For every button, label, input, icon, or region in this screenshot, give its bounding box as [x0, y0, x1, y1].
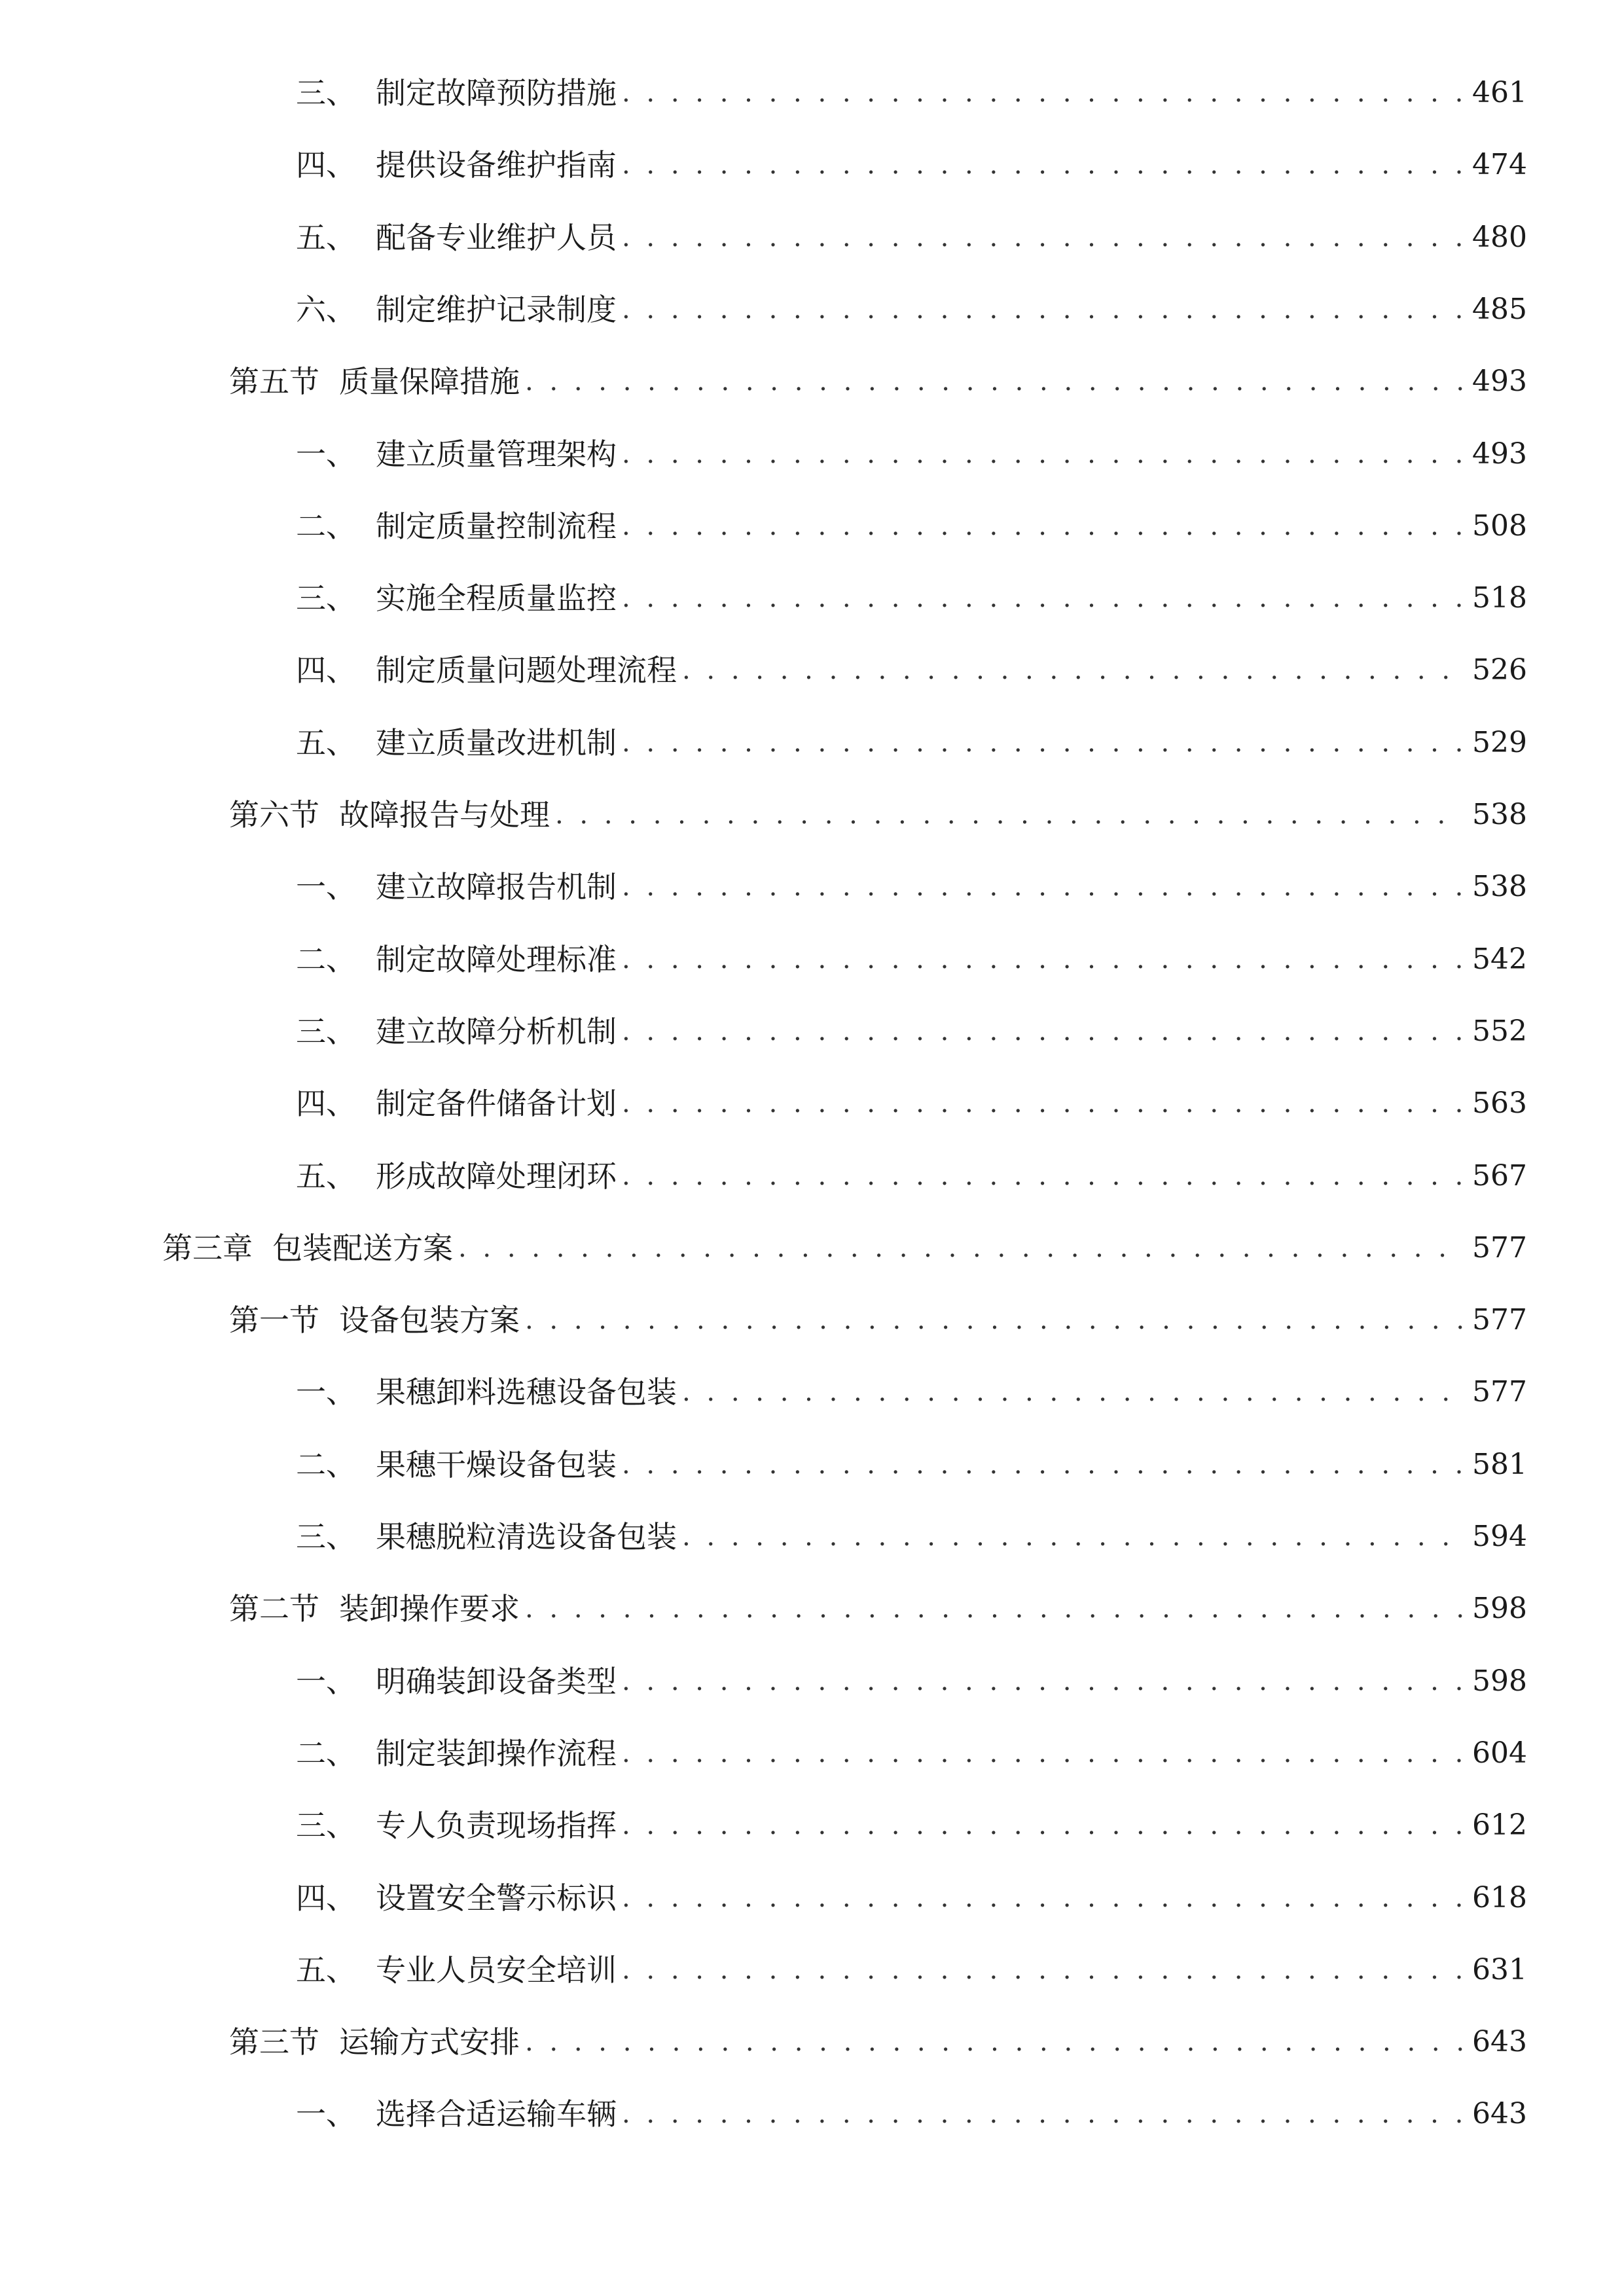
toc-entry-page-number: 577: [1472, 1375, 1527, 1408]
toc-entry-page-number: 485: [1472, 293, 1527, 326]
toc-entry-number: 三、: [296, 1519, 356, 1554]
toc-entry[interactable]: [296, 2088, 1527, 2140]
toc-entry-title: 运输方式安排: [339, 2024, 520, 2060]
toc-entry-number: 第三节: [229, 2024, 319, 2060]
toc-entry[interactable]: [229, 355, 1527, 408]
dot-leader: [458, 1222, 1463, 1274]
toc-entry-title: 专人负责现场指挥: [376, 1808, 617, 1843]
toc-entry[interactable]: [296, 67, 1527, 119]
toc-entry[interactable]: [296, 572, 1527, 624]
toc-entry[interactable]: [229, 1294, 1527, 1346]
toc-entry[interactable]: [229, 1583, 1527, 1635]
toc-entry-title: 专业人员安全培训: [376, 1952, 617, 1988]
toc-entry-title: 制定装卸操作流程: [376, 1736, 617, 1771]
dot-leader: [622, 1655, 1463, 1708]
toc-entry-title: 设置安全警示标识: [376, 1880, 617, 1916]
toc-entry[interactable]: [229, 2016, 1527, 2068]
toc-entry-title: 果穗干燥设备包装: [376, 1447, 617, 1482]
dot-leader: [622, 717, 1463, 769]
dot-leader: [622, 861, 1463, 913]
toc-entry-number: 二、: [296, 942, 356, 977]
toc-entry-number: 三、: [296, 1808, 356, 1843]
toc-entry-page-number: 631: [1472, 1953, 1527, 1986]
dot-leader: [622, 428, 1463, 480]
toc-entry-page-number: 552: [1472, 1014, 1527, 1048]
toc-entry[interactable]: [296, 861, 1527, 913]
toc-entry-page-number: 577: [1472, 1303, 1527, 1336]
toc-entry-page-number: 474: [1472, 148, 1527, 181]
toc-entry[interactable]: [229, 789, 1527, 841]
toc-entry-title: 制定故障预防措施: [376, 75, 617, 111]
toc-entry-number: 四、: [296, 147, 356, 183]
dot-leader: [622, 1005, 1463, 1058]
toc-entry-title: 明确装卸设备类型: [376, 1664, 617, 1699]
toc-entry[interactable]: [296, 1005, 1527, 1058]
dot-leader: [622, 1872, 1463, 1924]
toc-entry-page-number: 538: [1472, 798, 1527, 831]
toc-entry-number: 三、: [296, 75, 356, 111]
toc-entry[interactable]: [296, 1150, 1527, 1202]
toc-entry-page-number: 563: [1472, 1086, 1527, 1120]
dot-leader: [555, 789, 1463, 841]
dot-leader: [525, 2016, 1463, 2068]
toc-entry-title: 制定质量控制流程: [376, 509, 617, 544]
toc-entry-number: 五、: [296, 220, 356, 255]
toc-entry[interactable]: [296, 139, 1527, 191]
toc-entry[interactable]: [296, 1366, 1527, 1418]
toc-entry-title: 果穗脱粒清选设备包装: [376, 1519, 677, 1554]
toc-entry-number: 第一节: [229, 1302, 319, 1338]
dot-leader: [622, 283, 1463, 336]
toc-entry[interactable]: [296, 1439, 1527, 1491]
toc-entry-page-number: 493: [1472, 437, 1527, 471]
toc-entry-number: 四、: [296, 653, 356, 688]
toc-entry-number: 二、: [296, 509, 356, 544]
dot-leader: [622, 1077, 1463, 1130]
toc-entry[interactable]: [296, 428, 1527, 480]
toc-entry[interactable]: [296, 211, 1527, 264]
toc-entry-page-number: 480: [1472, 221, 1527, 254]
toc-entry-number: 一、: [296, 869, 356, 905]
toc-entry-page-number: 604: [1472, 1736, 1527, 1770]
dot-leader: [622, 2088, 1463, 2140]
dot-leader: [525, 1294, 1463, 1346]
toc-entry-title: 形成故障处理闭环: [376, 1158, 617, 1194]
toc-entry-title: 建立质量改进机制: [376, 725, 617, 761]
dot-leader: [525, 1583, 1463, 1635]
toc-entry-title: 配备专业维护人员: [376, 220, 617, 255]
toc-entry-title: 制定故障处理标准: [376, 942, 617, 977]
toc-entry-page-number: 577: [1472, 1231, 1527, 1265]
toc-entry-page-number: 542: [1472, 942, 1527, 976]
toc-entry-number: 三、: [296, 581, 356, 616]
toc-entry-number: 一、: [296, 1664, 356, 1699]
dot-leader: [525, 355, 1463, 408]
toc-entry-title: 包装配送方案: [272, 1230, 453, 1266]
dot-leader: [682, 1511, 1463, 1563]
toc-entry-title: 实施全程质量监控: [376, 581, 617, 616]
toc-entry-page-number: 581: [1472, 1448, 1527, 1481]
toc-entry-number: 四、: [296, 1086, 356, 1121]
toc-entry-number: 五、: [296, 1158, 356, 1194]
dot-leader: [622, 211, 1463, 264]
toc-entry-number: 一、: [296, 1374, 356, 1410]
toc-entry-page-number: 594: [1472, 1520, 1527, 1553]
toc-entry-title: 故障报告与处理: [339, 797, 550, 833]
toc-entry-title: 制定质量问题处理流程: [376, 653, 677, 688]
toc-entry[interactable]: [296, 500, 1527, 552]
toc-entry-number: 第三章: [162, 1230, 253, 1266]
toc-entry[interactable]: [296, 644, 1527, 696]
toc-entry-title: 果穗卸料选穗设备包装: [376, 1374, 677, 1410]
dot-leader: [622, 67, 1463, 119]
toc-entry-number: 五、: [296, 725, 356, 761]
toc-entry[interactable]: [296, 1655, 1527, 1708]
toc-entry-title: 提供设备维护指南: [376, 147, 617, 183]
toc-entry-page-number: 461: [1472, 76, 1527, 109]
toc-entry-number: 五、: [296, 1952, 356, 1988]
toc-entry-title: 选择合适运输车辆: [376, 2096, 617, 2132]
toc-entry-page-number: 493: [1472, 365, 1527, 398]
toc-entry-number: 第六节: [229, 797, 319, 833]
dot-leader: [622, 1727, 1463, 1780]
dot-leader: [622, 933, 1463, 986]
toc-entry[interactable]: [296, 283, 1527, 336]
toc-entry-title: 制定维护记录制度: [376, 292, 617, 327]
toc-entry-title: 质量保障措施: [339, 364, 520, 399]
dot-leader: [622, 1150, 1463, 1202]
toc-entry-title: 装卸操作要求: [339, 1591, 520, 1626]
toc-entry-number: 一、: [296, 2096, 356, 2132]
toc-entry-number: 第二节: [229, 1591, 319, 1626]
toc-entry-title: 制定备件储备计划: [376, 1086, 617, 1121]
toc-entry-page-number: 643: [1472, 2025, 1527, 2058]
toc-entry-title: 建立质量管理架构: [376, 437, 617, 472]
toc-entry[interactable]: [162, 1222, 1527, 1274]
toc-entry[interactable]: [296, 1511, 1527, 1563]
toc-entry[interactable]: [296, 717, 1527, 769]
toc-entry-page-number: 643: [1472, 2097, 1527, 2130]
toc-entry-page-number: 567: [1472, 1159, 1527, 1193]
toc-entry-number: 六、: [296, 292, 356, 327]
toc-entry-number: 四、: [296, 1880, 356, 1916]
toc-entry-page-number: 538: [1472, 870, 1527, 903]
dot-leader: [622, 1799, 1463, 1852]
toc-entry-page-number: 618: [1472, 1881, 1527, 1914]
toc-entry-page-number: 598: [1472, 1664, 1527, 1698]
dot-leader: [622, 1439, 1463, 1491]
toc-entry-number: 二、: [296, 1736, 356, 1771]
toc-entry[interactable]: [296, 933, 1527, 986]
toc-entry-page-number: 612: [1472, 1808, 1527, 1842]
toc-entry-page-number: 518: [1472, 581, 1527, 615]
toc-entry-page-number: 529: [1472, 726, 1527, 759]
toc-entry-title: 建立故障分析机制: [376, 1014, 617, 1049]
toc-entry-number: 一、: [296, 437, 356, 472]
toc-entry-number: 二、: [296, 1447, 356, 1482]
dot-leader: [622, 139, 1463, 191]
toc-entry-title: 设备包装方案: [339, 1302, 520, 1338]
toc-entry-number: 三、: [296, 1014, 356, 1049]
toc-entry-number: 第五节: [229, 364, 319, 399]
toc-entry[interactable]: [296, 1872, 1527, 1924]
toc-entry-page-number: 508: [1472, 509, 1527, 543]
toc-entry-page-number: 526: [1472, 653, 1527, 687]
toc-entry[interactable]: [296, 1727, 1527, 1780]
toc-entry[interactable]: [296, 1799, 1527, 1852]
dot-leader: [682, 644, 1463, 696]
dot-leader: [622, 500, 1463, 552]
toc-entry-title: 建立故障报告机制: [376, 869, 617, 905]
toc-entry-page-number: 598: [1472, 1592, 1527, 1625]
dot-leader: [682, 1366, 1463, 1418]
toc-entry[interactable]: [296, 1077, 1527, 1130]
toc-entry[interactable]: [296, 1944, 1527, 1996]
dot-leader: [622, 1944, 1463, 1996]
dot-leader: [622, 572, 1463, 624]
